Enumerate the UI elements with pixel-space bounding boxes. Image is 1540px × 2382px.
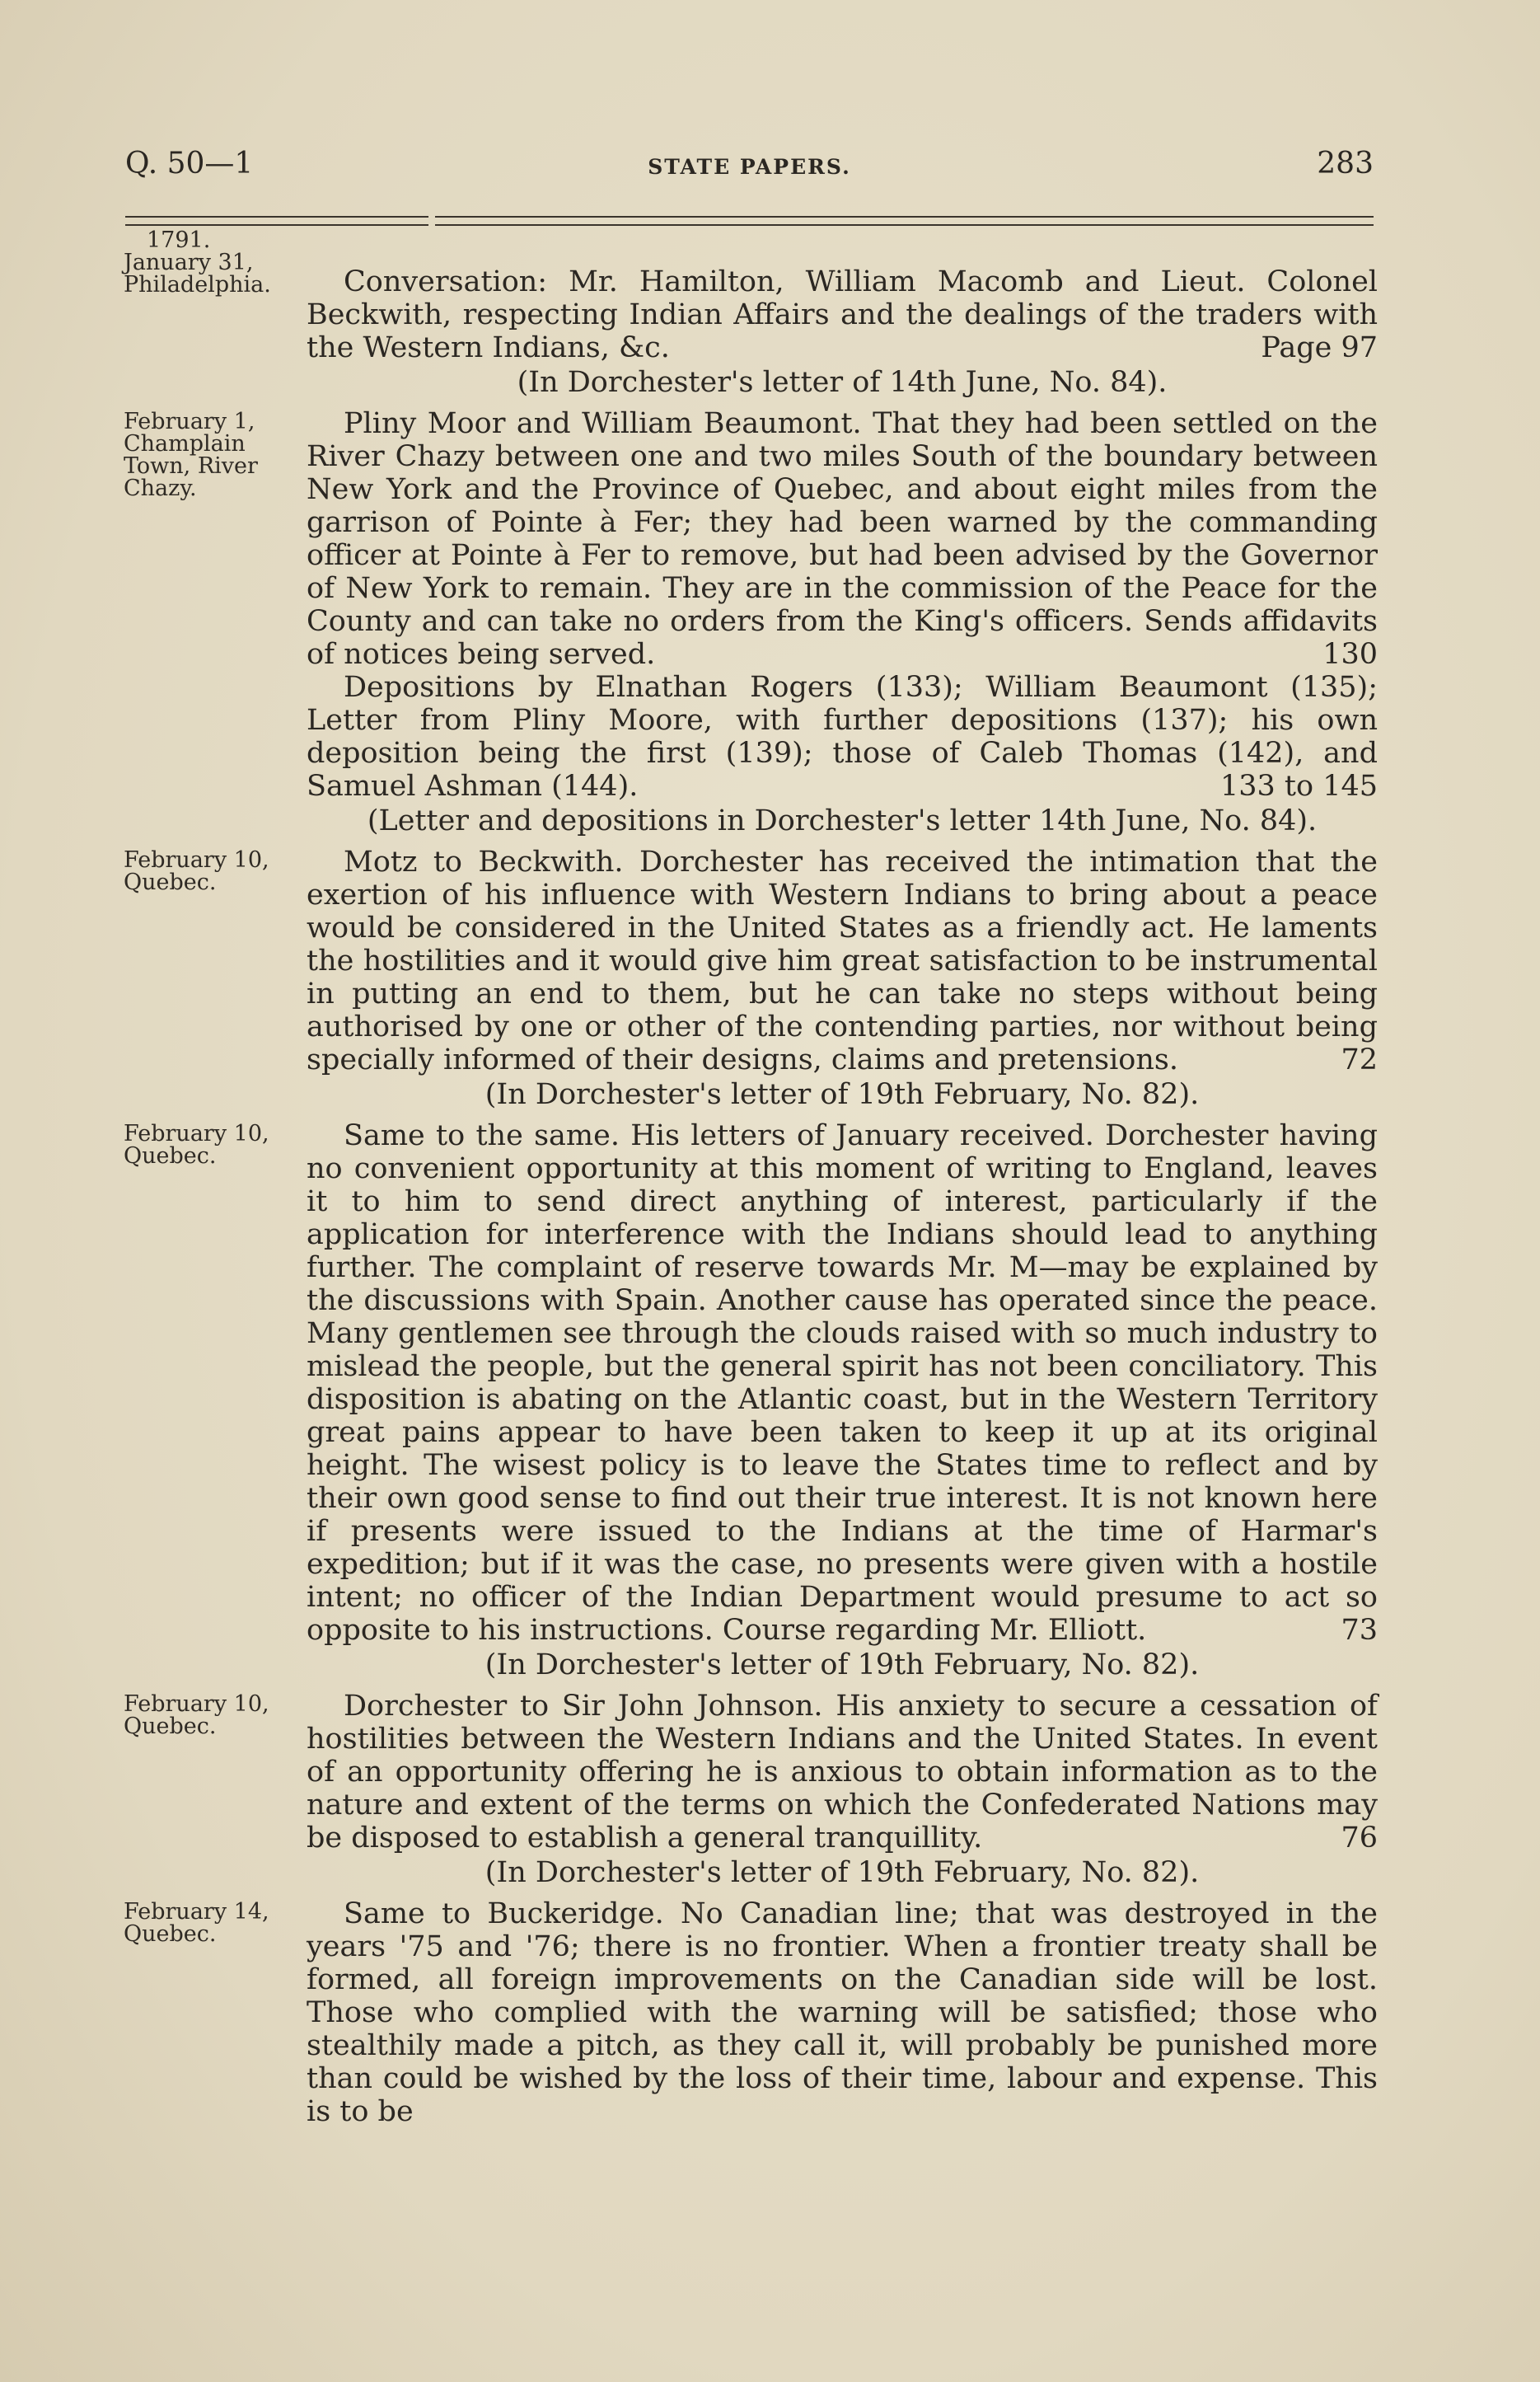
summary-text: Conversation: Mr. Hamilton, William Macomb and Lieut. Colonel Beckwith, respecting Indian Affairs and the dealings of the traders with the Western Indians, &c. — [307, 265, 1378, 364]
entry-place: Quebec. — [124, 870, 217, 895]
calendar-entry — [124, 846, 1384, 1111]
entry-date: February 10, — [124, 847, 269, 873]
rule-divider — [125, 224, 428, 226]
rule-divider — [435, 224, 1374, 226]
entry-date: February 10, — [124, 1121, 269, 1146]
entry-summary — [307, 407, 1378, 671]
margin-note — [124, 1693, 288, 1737]
header-rules — [125, 216, 1374, 232]
page-reference: 72 — [1341, 1043, 1378, 1076]
entry-date: February 14, — [124, 1899, 269, 1925]
entry-summary — [307, 846, 1378, 1076]
page-number: 283 — [1317, 147, 1374, 181]
margin-note — [124, 1901, 288, 1945]
summary-text: Depositions by Elnathan Rogers (133); William Beaumont (135); Letter from Pliny Moore, with further depositions (137); his own deposition being the first (139); those of Caleb Thomas (142), and Samuel Ashman (144). — [307, 671, 1378, 803]
source-note: (In Dorchester's letter of 19th February, No. 82). — [484, 1078, 1200, 1111]
summary-text: Same to Buckeridge. No Canadian line; that was destroyed in the years '75 and '76; there is no frontier. When a frontier treaty shall be formed, all foreign improvements on the Canadian side will be lost. Those who complied with the warning will be satisfied; those who stealthily made a pitch, as they call it, will probably be punished more than could be wished by the loss of their time, labour and expense. This is to be — [307, 1897, 1378, 2128]
entry-date: January 31, — [124, 250, 254, 275]
summary-text: Motz to Beckwith. Dorchester has received the intimation that the exertion of his influence with Western Indians to bring about a peace would be considered in the United States as a friendly act. He laments the hostilities and it would give him great satisfaction to be instrumental in putting an end to them, but he can take no steps without being authorised by one or other of the contending parties, nor without being specially informed of their designs, claims and pretensions. — [307, 846, 1378, 1076]
page-reference: 130 — [1322, 638, 1378, 671]
volume-reference: Q. 50—1 — [125, 147, 254, 181]
summary-text: Pliny Moor and William Beaumont. That they had been settled on the River Chazy between one and two miles South of the boundary between New York and the Province of Quebec, and about eight miles from the garrison of Pointe à Fer; they had been warned by the commanding officer at Pointe à Fer to remove, but had been advised by the Governor of New York to remain. They are in the commission of the Peace for the County and can take no orders from the King's officers. Sends affidavits of notices being served. — [307, 407, 1378, 671]
entry-summary — [307, 244, 1378, 364]
entry-place: Quebec. — [124, 1714, 217, 1739]
entry-place: Champlain — [124, 431, 246, 457]
calendar-entry — [124, 1119, 1384, 1681]
entry-place: Quebec. — [124, 1143, 217, 1169]
entry-place: Chazy. — [124, 476, 197, 501]
page-reference: 76 — [1341, 1822, 1378, 1854]
entries-list — [124, 227, 1384, 2131]
margin-note — [124, 849, 288, 893]
running-header — [125, 147, 1374, 188]
page-reference: 73 — [1341, 1614, 1378, 1647]
rule-divider — [125, 216, 428, 218]
depositions-summary — [307, 671, 1378, 803]
page-reference: Page 97 — [1261, 331, 1378, 364]
page-reference: 133 to 145 — [1220, 770, 1378, 803]
entry-place: Town, River — [124, 453, 258, 479]
calendar-entry — [124, 1897, 1384, 2128]
margin-note — [124, 229, 288, 296]
entry-summary — [307, 1119, 1378, 1647]
source-note: (In Dorchester's letter of 14th June, No. 84). — [517, 366, 1168, 399]
entry-place: Philadelphia. — [124, 272, 271, 298]
entry-place: Quebec. — [124, 1921, 217, 1947]
source-note: (Letter and depositions in Dorchester's letter 14th June, No. 84). — [367, 804, 1318, 837]
source-note: (In Dorchester's letter of 19th February, No. 82). — [484, 1856, 1200, 1889]
summary-text: Dorchester to Sir John Johnson. His anxiety to secure a cessation of hostilities between the Western Indians and the United States. In event of an opportunity offering he is anxious to obtain information as to the nature and extent of the terms on which the Confederated Nations may be disposed to establish a general tranquillity. — [307, 1690, 1378, 1854]
entry-date: February 10, — [124, 1691, 269, 1717]
running-title: STATE PAPERS. — [648, 155, 851, 179]
entry-summary — [307, 1897, 1378, 2128]
year-label: 1791. — [147, 227, 211, 253]
summary-text: Same to the same. His letters of January received. Dorchester having no convenient opportunity at this moment of writing to England, leaves it to him to send direct anything of interest, particularly if the application for interference with the Indians should lead to anything further. The complaint of reserve towards Mr. M—may be explained by the discussions with Spain. Another cause has operated since the peace. Many gentlemen see through the clouds raised with so much industry to mislead the people, but the general spirit has not been conciliatory. This disposition is abating on the Atlantic coast, but in the Western Territory great pains appear to have been taken to keep it up at its original height. The wisest policy is to leave the States time to reflect and by their own good sense to find out their true interest. It is not known here if presents were issued to the Indians at the time of Harmar's expedition; but if it was the case, no presents were given with a hostile intent; no officer of the Indian Department would presume to act so opposite to his instructions. Course regarding Mr. Elliott. — [307, 1119, 1378, 1647]
margin-note — [124, 410, 288, 499]
rule-divider — [435, 216, 1374, 218]
entry-date: February 1, — [124, 409, 255, 434]
source-note: (In Dorchester's letter of 19th February, No. 82). — [484, 1648, 1200, 1681]
calendar-entry — [124, 1690, 1384, 1889]
calendar-entry — [124, 407, 1384, 837]
entry-summary — [307, 1690, 1378, 1854]
calendar-entry — [124, 227, 1384, 399]
margin-note — [124, 1123, 288, 1167]
